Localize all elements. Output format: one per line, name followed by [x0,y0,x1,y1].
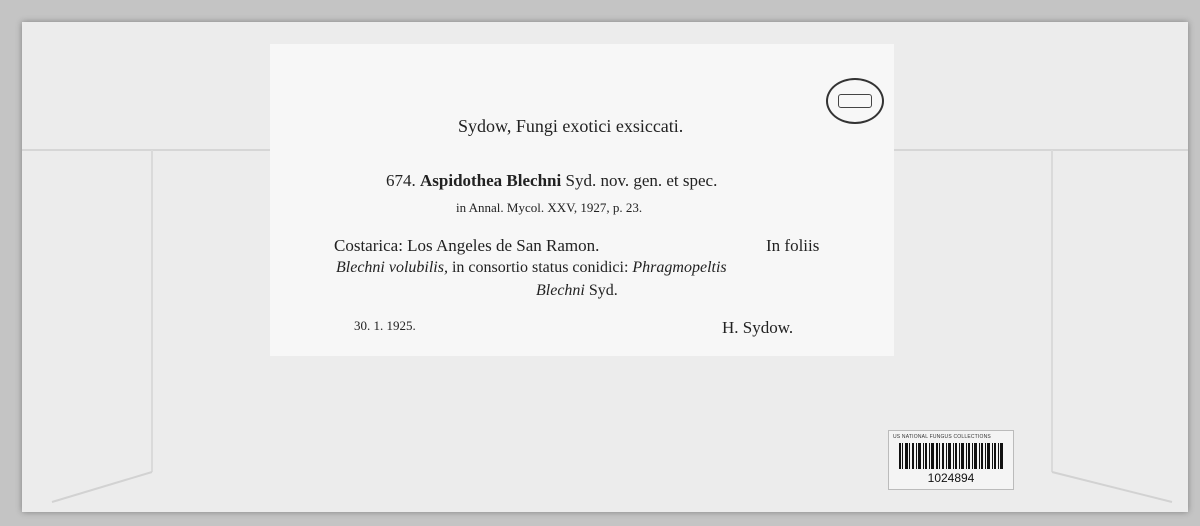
collector: H. Sydow. [722,318,794,337]
specimen-label [270,44,894,356]
stamp-mark [838,94,872,108]
conidial-author: Syd. [588,282,618,299]
series-title: Sydow, Fungi exotici exsiccati. [458,116,684,136]
herbarium-stamp [826,78,884,124]
locality: Costarica: Los Angeles de San Ramon. [334,236,600,255]
conidial-genus: Phragmopeltis [632,259,727,276]
taxon-authority: Syd. nov. gen. et spec. [565,171,718,190]
host-line [336,259,727,277]
exsiccata-number: 674. [386,171,416,190]
habitat-intro: In foliis [766,236,820,255]
barcode-number: 1024894 [927,471,975,485]
host-name: Blechni volubilis, [336,259,448,276]
conidial-species: Blechni [536,282,585,299]
collection-date: 30. 1. 1925. [354,318,416,333]
conidial-line [536,282,618,300]
barcode-label [888,430,1014,490]
taxon-line [386,171,717,191]
taxon-name: Aspidothea Blechni [420,171,562,190]
barcode-header: US NATIONAL FUNGUS COLLECTIONS [893,434,991,440]
consortio-text: in consortio status conidici: [451,259,629,276]
literature-reference: in Annal. Mycol. XXV, 1927, p. 23. [456,200,643,215]
barcode-icon [899,443,1003,469]
